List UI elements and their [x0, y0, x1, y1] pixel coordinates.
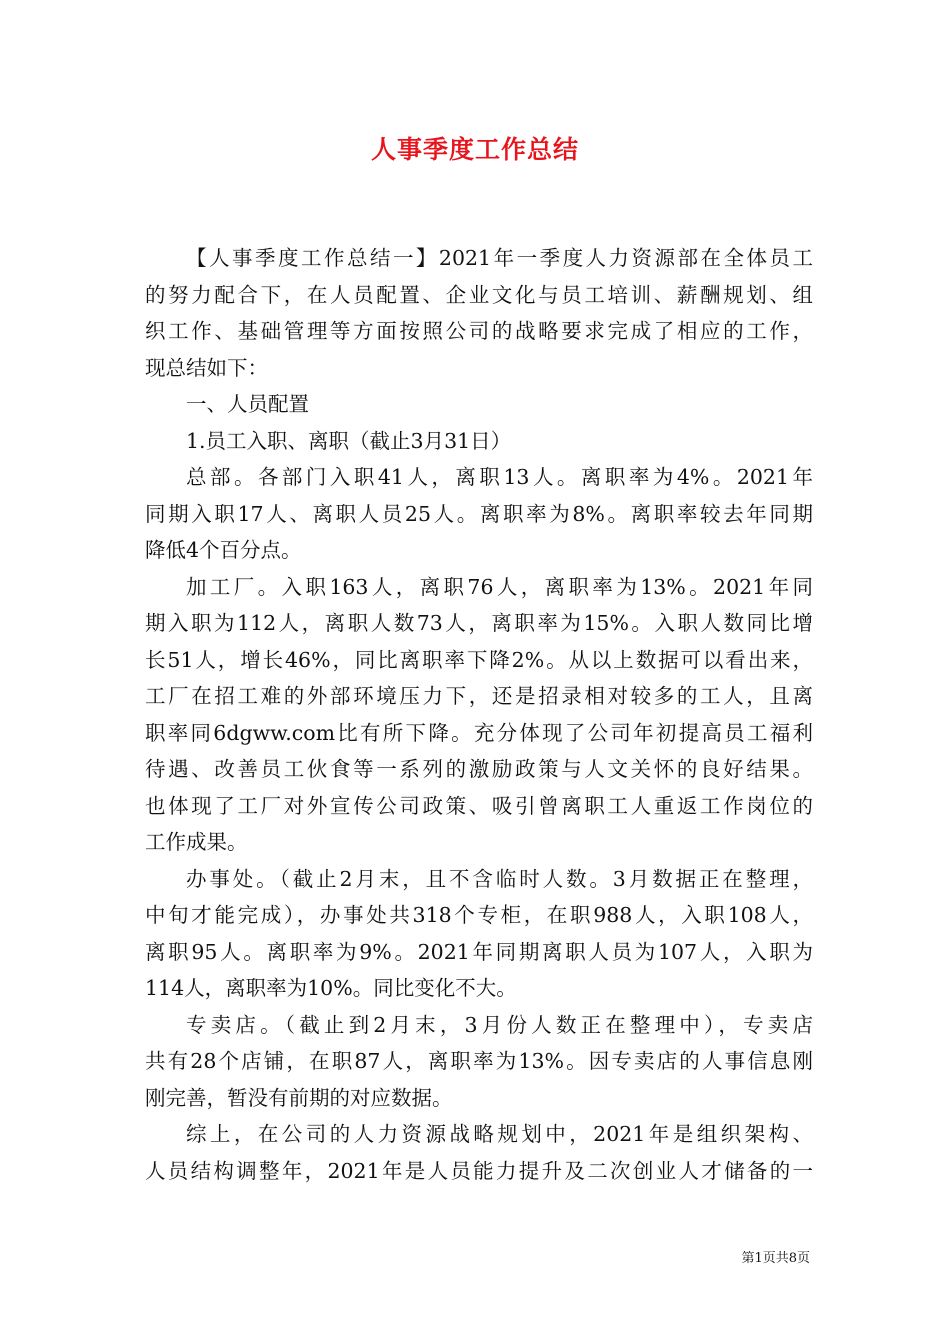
text-line: 也体现了工厂对外宣传公司政策、吸引曾离职工人重返工作岗位的 — [145, 793, 813, 818]
section-heading: 一、人员配置 — [186, 392, 309, 416]
document-body — [145, 240, 813, 1189]
text-line: 降低4个百分点。 — [145, 538, 302, 562]
text-line: 待遇、改善员工伙食等一系列的激励政策与人文关怀的良好结果。 — [145, 757, 813, 781]
text-line: 期入职为112人，离职人数73人，离职率为15%。入职人数同比增 — [145, 611, 813, 635]
text-line: 现总结如下： — [145, 355, 268, 380]
text-line: 综上，在公司的人力资源战略规划中，2021年是组织架构、 — [186, 1122, 813, 1146]
text-line: 加工厂。入职163人，离职76人，离职率为13%。2021年同 — [186, 574, 813, 599]
text-line: 总部。各部门入职41人，离职13人。离职率为4%。2021年 — [186, 465, 813, 489]
text-line: 离职95人。离职率为9%。2021年同期离职人员为107人，入职为 — [145, 939, 813, 964]
text-line: 办事处。（截止2月末，且不含临时人数。3月数据正在整理， — [186, 866, 813, 891]
text-line: 同期入职17人、离职人员25人。离职率为8%。离职率较去年同期 — [145, 501, 813, 526]
text-line: 【人事季度工作总结一】2021年一季度人力资源部在全体员工 — [186, 246, 813, 270]
page-title: 人事季度工作总结 — [370, 135, 579, 164]
text-line: 专卖店。（截止到2月末，3月份人数正在整理中），专卖店 — [186, 1012, 813, 1037]
text-line: 工厂在招工难的外部环境压力下，还是招录相对较多的工人，且离 — [145, 684, 813, 708]
text-line: 工作成果。 — [145, 830, 248, 854]
text-line: 职率同6dgww.com比有所下降。充分体现了公司年初提高员工福利 — [145, 720, 813, 745]
text-line: 中旬才能完成），办事处共318个专柜，在职988人，入职108人， — [145, 903, 813, 927]
text-line: 织工作、基础管理等方面按照公司的战略要求完成了相应的工作， — [145, 319, 813, 343]
subsection-heading: 1.员工入职、离职（截止3月31日） — [186, 428, 512, 453]
text-line: 人员结构调整年，2021年是人员能力提升及二次创业人才储备的一 — [145, 1158, 813, 1183]
page-number: 第1页共8页 — [741, 1251, 810, 1266]
text-line: 刚完善，暂没有前期的对应数据。 — [145, 1085, 453, 1110]
text-line: 共有28个店铺，在职87人，离职率为13%。因专卖店的人事信息刚 — [145, 1049, 813, 1073]
text-line: 的努力配合下，在人员配置、企业文化与员工培训、薪酬规划、组 — [145, 282, 813, 307]
text-line: 114人，离职率为10%。同比变化不大。 — [145, 976, 517, 1000]
text-line: 长51人，增长46%，同比离职率下降2%。从以上数据可以看出来， — [145, 647, 813, 672]
